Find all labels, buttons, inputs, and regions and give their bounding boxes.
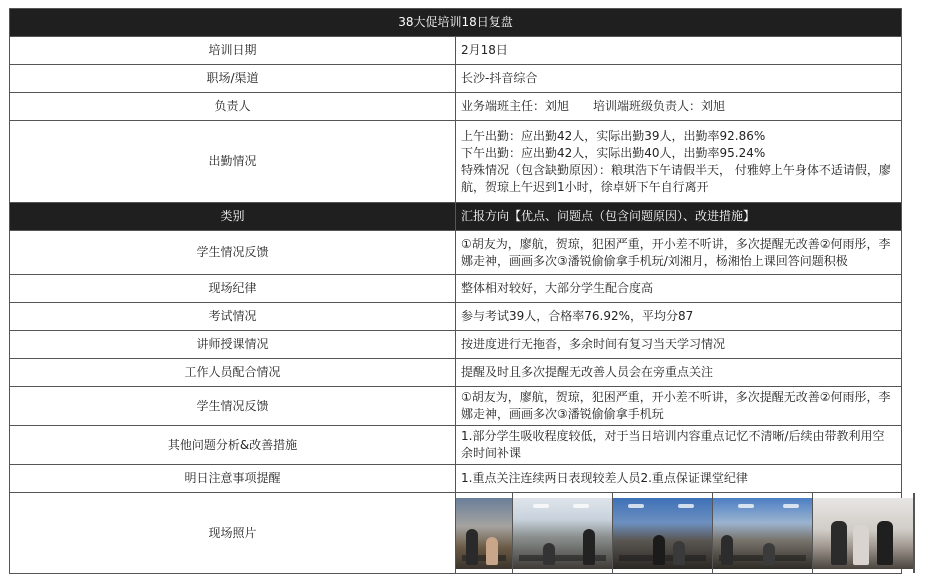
site-photo[interactable] (613, 498, 712, 569)
row-label: 明日注意事项提醒 (10, 465, 456, 493)
row-label: 学生情况反馈 (10, 231, 456, 275)
row-label: 现场照片 (10, 493, 456, 574)
review-table (9, 8, 902, 574)
photo-slot (813, 493, 914, 573)
sheet-title: 38大促培训18日复盘 (10, 9, 902, 37)
table-row (10, 231, 902, 275)
row-label: 培训日期 (10, 37, 456, 65)
photo-strip-cell (456, 493, 902, 574)
row-value: 业务端班主任：刘旭 培训端班级负责人：刘旭 (456, 93, 902, 121)
table-row (10, 275, 902, 303)
row-value: 1.重点关注连续两日表现较差人员2.重点保证课堂纪律 (456, 465, 902, 493)
row-label: 学生情况反馈 (10, 387, 456, 426)
table-row (10, 426, 902, 465)
row-value: 提醒及时且多次提醒无改善人员会在旁重点关注 (456, 359, 902, 387)
photo-slot (713, 493, 813, 573)
category-header-row (10, 203, 902, 231)
table-row (10, 303, 902, 331)
review-sheet (9, 8, 902, 574)
attendance-line: 上午出勤：应出勤42人，实际出勤39人，出勤率92.86% (461, 128, 766, 143)
row-value: 长沙-抖音综合 (456, 65, 902, 93)
table-row (10, 387, 902, 426)
attendance-row (10, 121, 902, 203)
row-label: 考试情况 (10, 303, 456, 331)
row-value: 按进度进行无拖沓，多余时间有复习当天学习情况 (456, 331, 902, 359)
photo-slot-empty (914, 493, 915, 573)
attendance-line: 下午出勤：应出勤42人，实际出勤40人，出勤率95.24% (461, 145, 766, 160)
row-value: ①胡友为，廖航，贺琼，犯困严重，开小差不听讲，多次提醒无改善②何雨彤，李娜走神，画画多次③潘锐偷偷拿手机玩 (456, 387, 902, 426)
attendance-line: 特殊情况（包含缺勤原因）：粮琪浩下午请假半天， 付雅婷上午身体不适请假，廖航，贺琼上午迟到1小时，徐卓妍下午自行离开 (461, 162, 891, 194)
row-label: 出勤情况 (10, 121, 456, 203)
row-value: ①胡友为，廖航，贺琼，犯困严重，开小差不听讲，多次提醒无改善②何雨彤，李娜走神，画画多次③潘锐偷偷拿手机玩/刘湘月，杨湘怡上课回答问题积极 (456, 231, 902, 275)
row-label: 职场/渠道 (10, 65, 456, 93)
photo-strip (456, 493, 901, 573)
row-value: 2月18日 (456, 37, 902, 65)
row-value: 1.部分学生吸收程度较低，对于当日培训内容重点记忆不清晰/后续由带教利用空余时间补课 (456, 426, 902, 465)
photo-slot (613, 493, 713, 573)
photos-row (10, 493, 902, 574)
table-row (10, 359, 902, 387)
site-photo[interactable] (456, 498, 512, 569)
table-row (10, 93, 902, 121)
site-photo[interactable] (713, 498, 812, 569)
row-label: 负责人 (10, 93, 456, 121)
table-row (10, 331, 902, 359)
report-direction-header: 汇报方向【优点、问题点（包含问题原因）、改进措施】 (456, 203, 902, 231)
photo-slot (513, 493, 613, 573)
attendance-details (456, 121, 902, 203)
row-label: 现场纪律 (10, 275, 456, 303)
row-value: 整体相对较好，大部分学生配合度高 (456, 275, 902, 303)
row-label: 其他问题分析&改善措施 (10, 426, 456, 465)
table-row (10, 65, 902, 93)
site-photo[interactable] (813, 498, 913, 569)
row-value: 参与考试39人，合格率76.92%，平均分87 (456, 303, 902, 331)
row-label: 工作人员配合情况 (10, 359, 456, 387)
site-photo[interactable] (513, 498, 612, 569)
title-row (10, 9, 902, 37)
category-header: 类别 (10, 203, 456, 231)
table-row (10, 465, 902, 493)
row-label: 讲师授课情况 (10, 331, 456, 359)
photo-slot (456, 493, 513, 573)
table-row (10, 37, 902, 65)
